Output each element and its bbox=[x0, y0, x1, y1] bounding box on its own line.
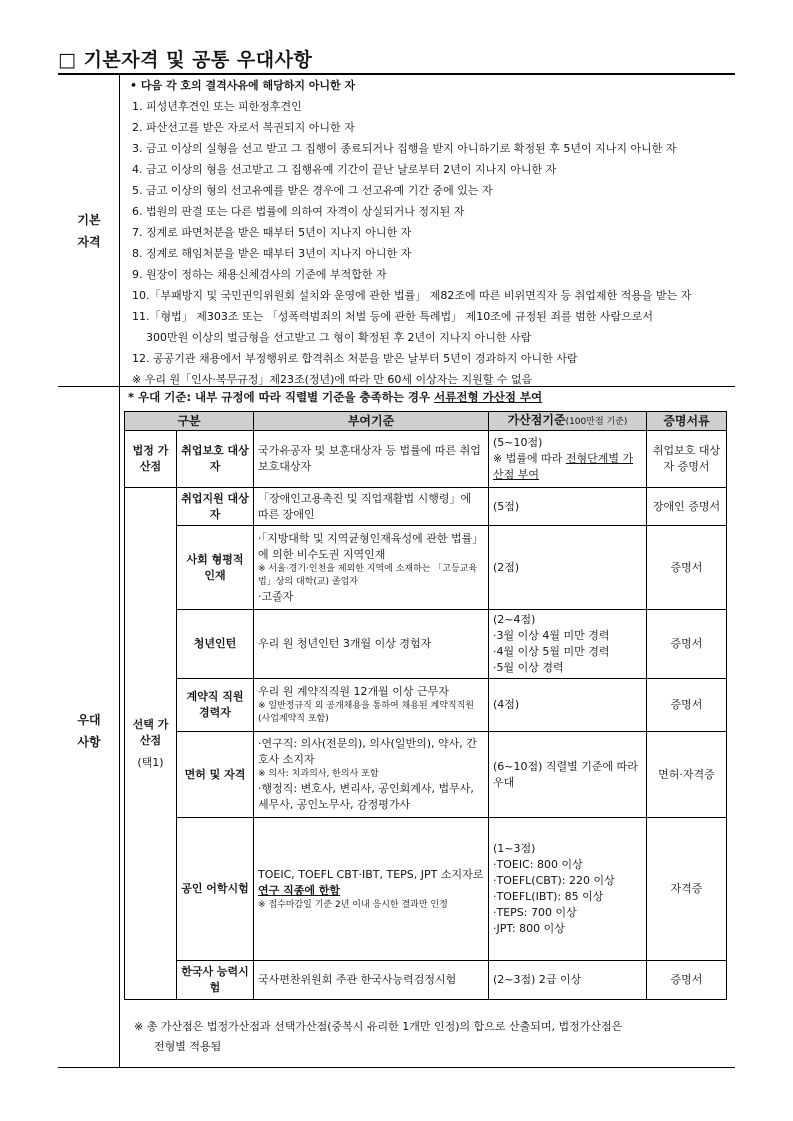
lang-doc-cell: 자격증 bbox=[647, 818, 727, 961]
header-points-text: 가산점기준 bbox=[507, 413, 566, 427]
select-group-cell bbox=[125, 488, 177, 1000]
license-note: ※ 의사: 치과의사, 한의사 포함 bbox=[258, 769, 379, 779]
list-item: 11.「형법」 제303조 또는 「성폭력범죄의 처벌 등에 관한 특례법」 제10조에 규정된 죄를 범한 사람으로서 bbox=[132, 310, 653, 323]
list-item: 5. 금고 이상의 형의 선고유예를 받은 경우에 그 선고유예 기간 중에 있는 자 bbox=[132, 184, 493, 197]
intern-doc-cell: 증명서 bbox=[647, 610, 727, 679]
preference-table bbox=[124, 411, 727, 1000]
legal-group-cell: 법정 가산점 bbox=[125, 431, 177, 488]
table-row bbox=[125, 488, 727, 526]
table-row bbox=[125, 431, 727, 488]
intern-name-cell: 청년인턴 bbox=[177, 610, 254, 679]
license-doc-cell: 면허·자격증 bbox=[647, 732, 727, 818]
list-item: 10.「부패방지 및 국민권익위원회 설치와 운영에 관한 법률」 제82조에 따른 비위면직자 등 취업제한 적용을 받는 자 bbox=[132, 289, 692, 302]
header-documents: 증명서류 bbox=[647, 412, 727, 431]
intern-p0: (2~4점) bbox=[493, 613, 536, 626]
license-name-cell: 면허 및 자격 bbox=[177, 732, 254, 818]
basic-qualification-label bbox=[62, 209, 116, 253]
footnote bbox=[134, 1017, 734, 1057]
preference-criteria-heading bbox=[128, 389, 542, 405]
disabled-criteria-cell: 「장애인고용촉진 및 직업재활법 시행령」에 따른 장애인 bbox=[254, 488, 489, 526]
social-criteria-1: ·「지방대학 및 지역균형인재육성에 관한 법률」에 의한 비수도권 지역인재 bbox=[258, 531, 484, 561]
list-item: 6. 법원의 판결 또는 다른 법률에 의하여 자격이 상실되거나 정지된 자 bbox=[132, 205, 465, 218]
social-criteria-cell bbox=[254, 526, 489, 610]
legal-criteria-cell: 국가유공자 및 보훈대상자 등 법률에 따른 취업보호대상자 bbox=[254, 431, 489, 488]
header-points bbox=[489, 412, 647, 431]
disabled-points-cell: (5점) bbox=[489, 488, 647, 526]
pref-label-line1: 우대 bbox=[77, 713, 101, 727]
disabled-doc-cell: 장애인 증명서 bbox=[647, 488, 727, 526]
intern-criteria-cell: 우리 원 청년인턴 3개월 이상 경험자 bbox=[254, 610, 489, 679]
intern-points-cell bbox=[489, 610, 647, 679]
contract-criteria: 우리 원 계약직직원 12개월 이상 근무자 bbox=[258, 685, 449, 698]
select-group-label: 선택 가산점 bbox=[132, 717, 169, 747]
footnote-line2: 전형별 적용됨 bbox=[154, 1040, 222, 1053]
legal-note-underlined: 전형단계별 가산점 부여 bbox=[493, 452, 634, 481]
history-criteria-cell: 국사편찬위원회 주관 한국사능력검정시험 bbox=[254, 961, 489, 1000]
social-name-cell: 사회 형평적 인재 bbox=[177, 526, 254, 610]
list-item: 1. 피성년후견인 또는 피한정후견인 bbox=[132, 100, 302, 113]
header-points-small: (100만점 기준) bbox=[565, 417, 628, 427]
lang-criteria-cell bbox=[254, 818, 489, 961]
legal-points: (5~10점) bbox=[493, 436, 543, 449]
contract-note: ※ 일반정규직 외 공개채용을 통하여 채용된 계약직직원(사업계약직 포함) bbox=[258, 701, 474, 724]
lang-p4: ·TEPS: 700 이상 bbox=[493, 906, 577, 919]
lang-name-cell: 공인 어학시험 bbox=[177, 818, 254, 961]
list-item: ※ 우리 원「인사·복무규정」제23조(정년)에 따라 만 60세 이상자는 지원할 수 없음 bbox=[132, 373, 533, 386]
social-doc-cell: 증명서 bbox=[647, 526, 727, 610]
lang-p2: ·TOEFL(CBT): 220 이상 bbox=[493, 874, 615, 887]
contract-points-cell: (4점) bbox=[489, 679, 647, 732]
license-r2: ·행정직: 변호사, 변리사, 공인회계사, 법무사, 세무사, 공인노무사, 감정평가사 bbox=[258, 782, 474, 811]
list-item: 7. 징계로 파면처분을 받은 때부터 5년이 지나지 아니한 자 bbox=[132, 226, 412, 239]
footnote-line1: ※ 총 가산점은 법정가산점과 선택가산점(중복시 유리한 1개만 인정)의 합으로 산출되며, 법정가산점은 bbox=[134, 1020, 623, 1033]
header-category: 구분 bbox=[125, 412, 254, 431]
license-r1: ·연구직: 의사(전문의), 의사(일반의), 약사, 간호사 소지자 bbox=[258, 737, 477, 766]
table-row bbox=[125, 610, 727, 679]
legal-points-cell bbox=[489, 431, 647, 488]
lang-criteria-prefix: TOEIC, TOEFL CBT·IBT, TEPS, JPT 소지자로 bbox=[258, 867, 484, 881]
lang-p3: ·TOEFL(IBT): 85 이상 bbox=[493, 890, 604, 903]
pref-label-line2: 사항 bbox=[77, 735, 101, 749]
table-row bbox=[125, 732, 727, 818]
table-header-row bbox=[125, 412, 727, 431]
contract-name-cell: 계약직 직원 경력자 bbox=[177, 679, 254, 732]
select-group-sub: (택1) bbox=[137, 755, 164, 769]
list-item: 8. 징계로 해임처분을 받은 때부터 3년이 지나지 아니한 자 bbox=[132, 247, 412, 260]
lang-criteria-emphasis: 연구 직종에 한함 bbox=[258, 883, 341, 897]
lang-points-cell bbox=[489, 818, 647, 961]
preference-label bbox=[62, 709, 116, 753]
basic-label-line2: 자격 bbox=[77, 235, 101, 249]
header-criteria: 부여기준 bbox=[254, 412, 489, 431]
legal-doc-cell: 취업보호 대상자 증명서 bbox=[647, 431, 727, 488]
list-item: 3. 금고 이상의 실형을 선고 받고 그 집행이 종료되거나 집행을 받지 아니하기로 확정된 후 5년이 지나지 아니한 자 bbox=[132, 142, 677, 155]
lang-note: ※ 접수마감일 기준 2년 이내 응시한 결과만 인정 bbox=[258, 899, 448, 910]
list-item: 9. 원장이 정하는 채용신체검사의 기준에 부적합한 자 bbox=[132, 268, 387, 281]
table-row bbox=[125, 961, 727, 1000]
contract-criteria-cell bbox=[254, 679, 489, 732]
social-points-cell: (2점) bbox=[489, 526, 647, 610]
license-criteria-cell bbox=[254, 732, 489, 818]
lang-criteria bbox=[258, 867, 484, 899]
history-doc-cell: 증명서 bbox=[647, 961, 727, 1000]
basic-lead: • 다음 각 호의 결격사유에 해당하지 아니한 자 bbox=[130, 79, 356, 92]
license-points-cell: (6~10점) 직렬별 기준에 따라 우대 bbox=[489, 732, 647, 818]
disabled-name-cell: 취업지원 대상자 bbox=[177, 488, 254, 526]
table-row bbox=[125, 526, 727, 610]
bottom-rule bbox=[58, 1067, 735, 1068]
intern-p3: ·5월 이상 경력 bbox=[493, 661, 564, 674]
legal-name-cell: 취업보호 대상자 bbox=[177, 431, 254, 488]
history-points-cell: (2~3점) 2급 이상 bbox=[489, 961, 647, 1000]
basic-label-line1: 기본 bbox=[77, 213, 101, 227]
list-item: 300만원 이상의 벌금형을 선고받고 그 형이 확정된 후 2년이 지나지 아니한 사람 bbox=[146, 331, 532, 344]
list-item: 12. 공공기관 채용에서 부정행위로 합격취소 처분을 받은 날부터 5년이 경과하지 아니한 사람 bbox=[132, 352, 578, 365]
heading-emphasis: 서류전형 가산점 부여 bbox=[434, 390, 543, 404]
list-item: 2. 파산선고를 받은 자로서 복권되지 아니한 자 bbox=[132, 121, 355, 134]
legal-note-prefix: ※ 법률에 따라 bbox=[493, 452, 566, 465]
lang-p5: ·JPT: 800 이상 bbox=[493, 922, 565, 935]
history-name-cell: 한국사 능력시험 bbox=[177, 961, 254, 1000]
table-row bbox=[125, 818, 727, 961]
legal-points-note bbox=[493, 451, 642, 483]
lang-p0: (1~3점) bbox=[493, 842, 536, 855]
intern-p2: ·4월 이상 5월 미만 경력 bbox=[493, 645, 610, 658]
top-rule bbox=[58, 73, 735, 75]
heading-prefix: * 우대 기준: 내부 규정에 따라 직렬별 기준을 충족하는 경우 bbox=[128, 390, 435, 404]
contract-doc-cell: 증명서 bbox=[647, 679, 727, 732]
social-criteria-2: ·고졸자 bbox=[258, 589, 294, 603]
list-item: 4. 금고 이상의 형을 선고받고 그 집행유예 기간이 끝난 날로부터 2년이 지나지 아니한 자 bbox=[132, 163, 557, 176]
intern-p1: ·3월 이상 4월 미만 경력 bbox=[493, 629, 610, 642]
lang-p1: ·TOEIC: 800 이상 bbox=[493, 858, 583, 871]
table-row bbox=[125, 679, 727, 732]
label-column-divider bbox=[119, 74, 120, 1067]
social-note: ※ 서울·경기·인천을 제외한 지역에 소재하는 「고등교육법」상의 대학(교) 졸업자 bbox=[258, 563, 478, 587]
section-title: □ 기본자격 및 공통 우대사항 bbox=[58, 49, 313, 71]
